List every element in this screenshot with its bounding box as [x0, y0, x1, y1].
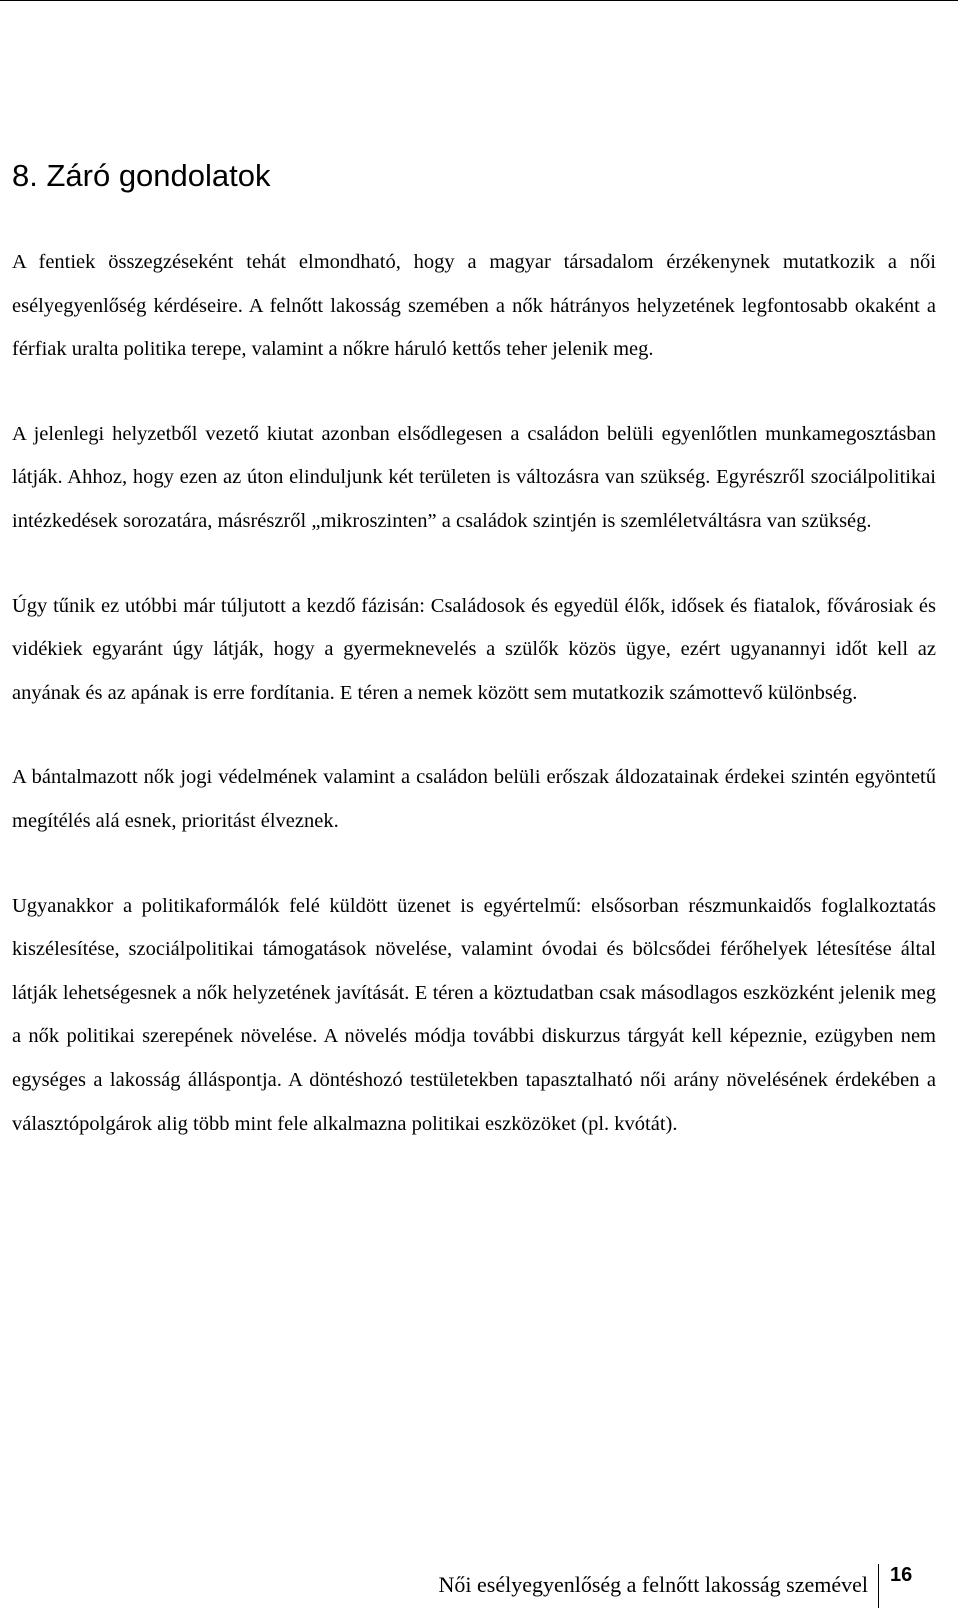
paragraph-3: Úgy tűnik ez utóbbi már túljutott a kezdő fázisán: Családosok és egyedül élők, idősek és fiatalok, fővárosiak és vidékiek egyaránt úgy látják, hogy a gyermeknevelés a szülők közös ügye, ezért ugyanannyi időt kell az anyának és az apának is erre fordítania. E téren a nemek között sem mutatkozik számottevő különbség. — [12, 594, 936, 704]
paragraph-5: Ugyanakkor a politikaformálók felé küldött üzenet is egyértelmű: elsősorban részmunkaidős foglalkoztatás kiszélesítése, szociálpolitikai támogatások növelése, valamint óvodai és bölcsődei férőhelyek létesítése által látják lehetségesnek a nők helyzetének javítását. E téren a köztudatban csak másodlagos eszközként jelenik meg a nők politikai szerepének növelése. A növelés módja további diskurzus tárgyát kell képeznie, ezügyben nem egységes a lakosság álláspontja. A döntéshozó testületekben tapasztalható női arány növelésének érdekében a választópolgárok alig több mint fele alkalmazna politikai eszközöket (pl. kvótát). — [12, 894, 936, 1135]
page-content — [12, 156, 936, 1187]
paragraph-2: A jelenlegi helyzetből vezető kiutat azonban elsődlegesen a családon belüli egyenlőtlen munkamegosztásban látják. Ahhoz, hogy ezen az úton elinduljunk két területen is változásra van szükség. Egyrészről szociálpolitikai intézkedések sorozatára, másrészről „mikroszinten” a családok szintjén is szemléletváltásra van szükség. — [12, 422, 936, 532]
page-footer — [0, 1558, 940, 1608]
paragraph-1: A fentiek összegzéseként tehát elmondható, hogy a magyar társadalom érzékenynek mutatkozik a női esélyegyenlőség kérdéseire. A felnőtt lakosság szemében a nők hátrányos helyzetének legfontosabb okaként a férfiak uralta politika terepe, valamint a nőkre háruló kettős teher jelenik meg. — [12, 251, 936, 361]
page-number: 16 — [890, 1564, 913, 1586]
top-rule — [0, 0, 958, 1]
footer-divider — [878, 1564, 879, 1608]
footer-title: Női esélyegyenlőség a felnőtt lakosság szemével — [438, 1572, 868, 1597]
paragraph-4: A bántalmazott nők jogi védelmének valamint a családon belüli erőszak áldozatainak érdekei szintén egyöntetű megítélés alá esnek, prioritást élveznek. — [12, 766, 936, 832]
section-heading: 8. Záró gondolatok — [12, 158, 271, 193]
